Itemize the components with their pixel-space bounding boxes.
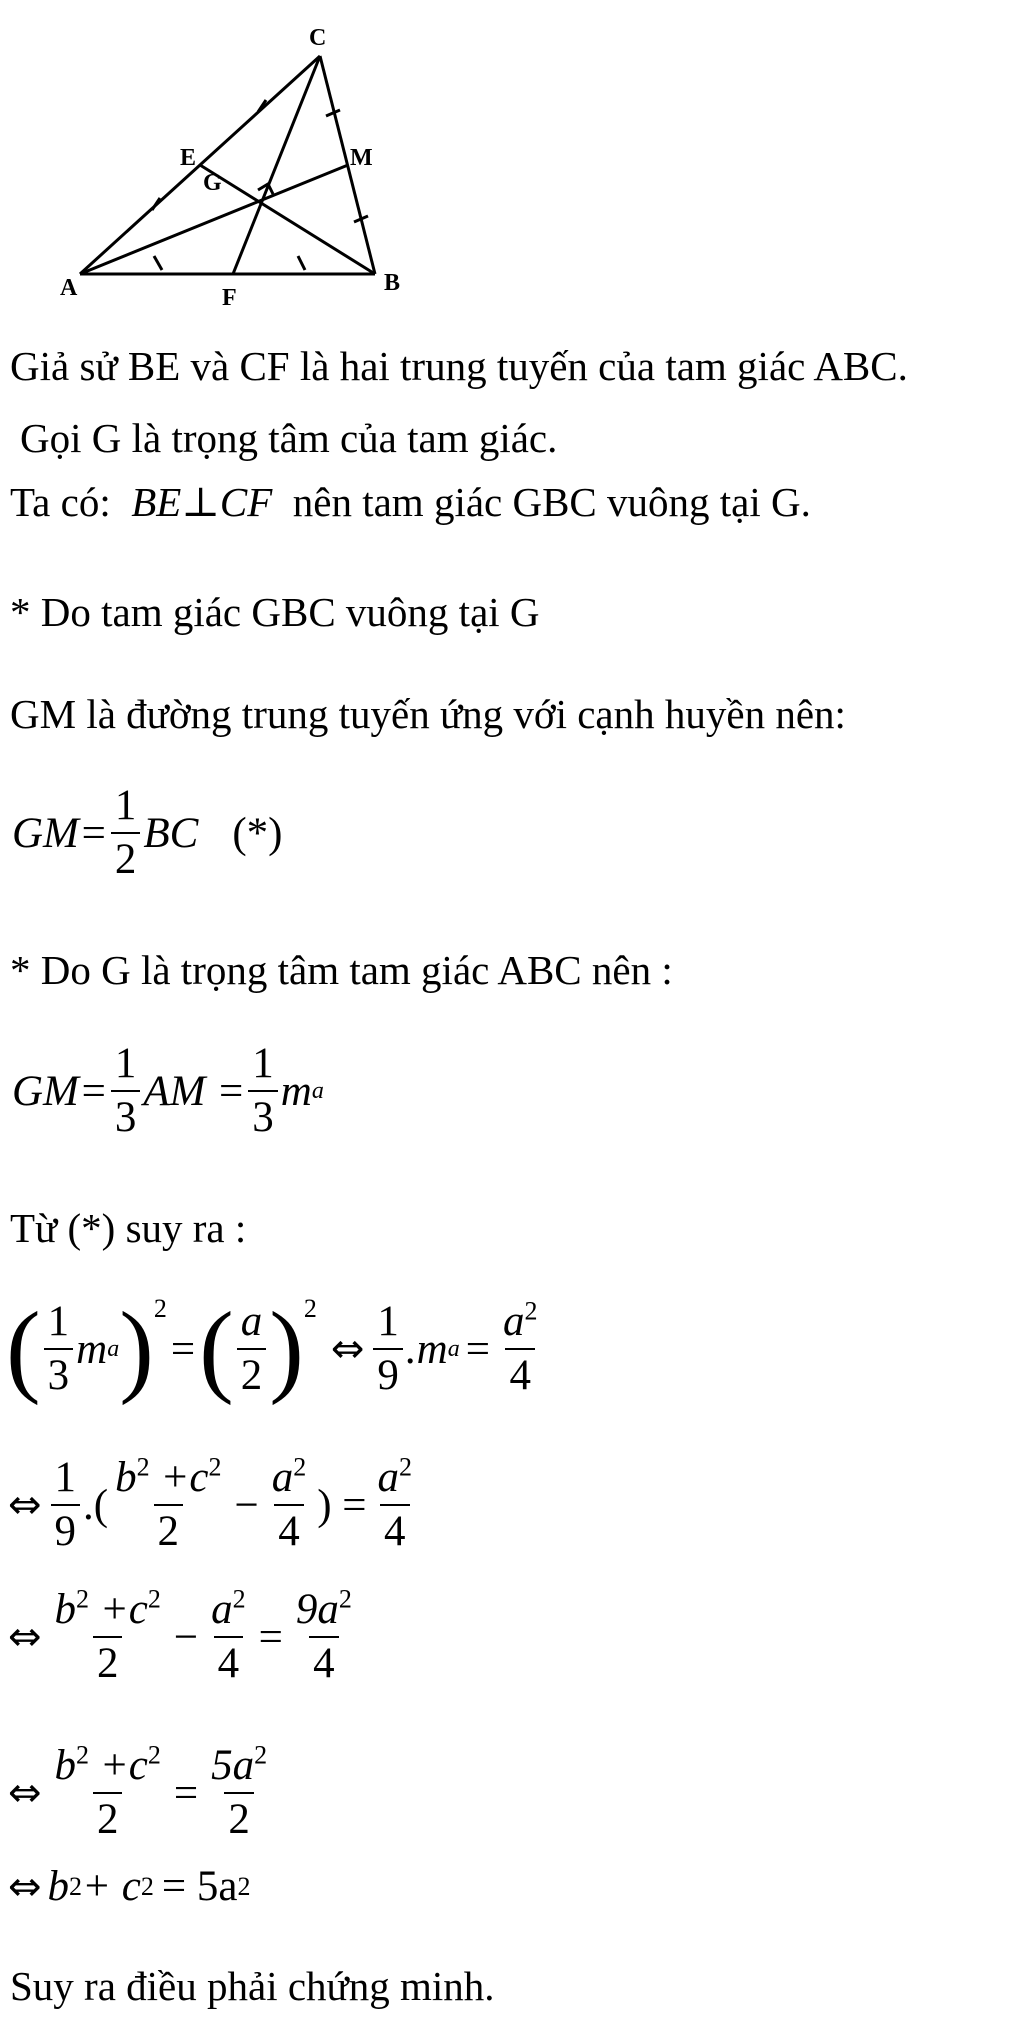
eq5-exp4: 2 [338, 1584, 352, 1614]
eq6-iff: ⇔ [8, 1770, 42, 1816]
eq4-close: ) = [317, 1481, 367, 1529]
equation-gm-third-am: GM= $\frac{1}{3}$ AM = $\frac{1}{3}$ m a [12, 1038, 324, 1144]
eq6-five-a: 5a [211, 1742, 255, 1789]
eq4-two: 2 [154, 1504, 184, 1558]
label-c: C [309, 25, 327, 51]
eq4-iff: ⇔ [8, 1482, 42, 1528]
line-perpendicular [10, 478, 811, 526]
eq3-a2: a [502, 1298, 525, 1345]
eq3-two: 2 [237, 1348, 267, 1402]
eq4-four: 4 [274, 1504, 304, 1558]
eq3-a: a [240, 1298, 263, 1345]
eq5-two: 2 [93, 1636, 123, 1690]
median-be [200, 165, 375, 274]
eq5-b: b [54, 1586, 77, 1633]
equation-step-6 [8, 1740, 274, 1846]
eq5-eq: = [258, 1613, 283, 1661]
eq4-exp4: 2 [399, 1452, 413, 1482]
label-m: M [350, 145, 373, 171]
line-median: GM là đường trung tuyến ứng với cạnh huyền nên: [10, 691, 846, 737]
eq4-a2: a [377, 1454, 400, 1501]
eq3-exp3: 2 [524, 1296, 538, 1326]
eq2-num1: 1 [114, 1040, 137, 1087]
eq2-den2: 3 [248, 1090, 278, 1144]
equation-squared: ( $\frac{1}{3}$ m a ) 2 = ( $\frac{a}{2}$ ) 2 ⇔ $\frac{1}{9}$ .m a = $\frac{a^2}{4}$ [6, 1291, 538, 1406]
line-centroid: Gọi G là trọng tâm của tam giác. [20, 415, 558, 461]
equation-gm-half-bc [12, 780, 282, 886]
eq4-a: a [271, 1454, 294, 1501]
eq7-plusc: + c [82, 1863, 141, 1910]
eq5-four: 4 [214, 1636, 244, 1690]
eq4-plusc: +c [149, 1454, 209, 1501]
eq4-exp1: 2 [136, 1452, 150, 1482]
eq2-lhs: GM= [12, 1067, 108, 1115]
eq4-b: b [115, 1454, 137, 1501]
eq3-iff: ⇔ [330, 1326, 365, 1372]
line-centroid-reason: * Do G là trọng tâm tam giác ABC nên : [10, 947, 673, 993]
equation-final: ⇔ b 2 + c 2 = 5a 2 [8, 1863, 251, 1910]
eq5-exp2: 2 [147, 1584, 161, 1614]
ta-co: Ta có: [10, 479, 111, 525]
eq6-exp3: 2 [254, 1740, 268, 1770]
eq7-eq: = 5a [161, 1863, 238, 1910]
eq6-exp2: 2 [147, 1740, 161, 1770]
eq6-two2: 2 [224, 1792, 254, 1846]
label-b: B [384, 270, 401, 296]
line-right-triangle: * Do tam giác GBC vuông tại G [10, 589, 540, 635]
triangle-figure [0, 0, 420, 310]
eq5-four2: 4 [309, 1636, 339, 1690]
eq7-b: b [47, 1863, 70, 1910]
eq5-minus: − [173, 1613, 199, 1661]
eq4-one: 1 [54, 1454, 77, 1501]
eq3-one: 1 [47, 1298, 70, 1345]
equation-step-5 [8, 1584, 359, 1690]
eq3-eq1: = [170, 1325, 196, 1373]
label-a: A [60, 275, 78, 301]
eq3-one-b: 1 [377, 1298, 399, 1345]
eq1-tag: (*) [232, 809, 283, 857]
eq6-b: b [54, 1742, 77, 1789]
label-e: E [180, 145, 197, 171]
eq3-three: 3 [44, 1348, 74, 1402]
eq2-m: m [280, 1067, 312, 1115]
eq7-iff: ⇔ [8, 1863, 42, 1910]
label-g: G [203, 170, 222, 196]
eq5-plusc: +c [89, 1586, 148, 1633]
be-perp-cf: BE⊥CF [131, 479, 273, 525]
eq3-four: 4 [505, 1348, 535, 1402]
eq6-exp1: 2 [76, 1740, 90, 1770]
eq5-exp1: 2 [76, 1584, 90, 1614]
eq1-num: 1 [114, 782, 137, 829]
perp-conclusion: nên tam giác GBC vuông tại G. [292, 479, 811, 525]
label-f: F [222, 285, 237, 310]
eq4-dot: .( [83, 1481, 109, 1529]
line-assume: Giả sử BE và CF là hai trung tuyến của tam giác ABC. [10, 343, 908, 389]
eq3-eq2: = [465, 1325, 490, 1373]
eq6-two: 2 [93, 1792, 123, 1846]
eq5-nine-a: 9a [295, 1586, 339, 1633]
eq4-four2: 4 [380, 1504, 410, 1558]
eq1-lhs: GM= [12, 809, 108, 857]
eq5-iff: ⇔ [8, 1614, 42, 1660]
eq4-minus: − [234, 1481, 259, 1529]
median-cf [233, 56, 320, 274]
eq4-exp3: 2 [293, 1452, 307, 1482]
eq1-rhs: BC [143, 809, 199, 857]
line-conclusion: Suy ra điều phải chứng minh. [10, 1963, 495, 2009]
eq6-plusc: +c [89, 1742, 148, 1789]
eq1-den: 2 [111, 832, 141, 886]
eq4-exp2: 2 [208, 1452, 222, 1482]
eq5-exp3: 2 [232, 1584, 246, 1614]
eq6-eq: = [173, 1769, 199, 1817]
equation-median-formula [8, 1452, 419, 1558]
eq3-nine: 9 [373, 1348, 403, 1402]
eq2-num2: 1 [252, 1040, 274, 1087]
eq2-den1: 3 [111, 1090, 141, 1144]
eq3-dotm: .m [405, 1325, 448, 1373]
line-from-star: Từ (*) suy ra : [10, 1205, 247, 1251]
eq4-nine: 9 [51, 1504, 81, 1558]
eq2-mid: AM = [143, 1067, 246, 1115]
eq3-m: m [76, 1325, 108, 1373]
eq5-a: a [211, 1586, 233, 1633]
